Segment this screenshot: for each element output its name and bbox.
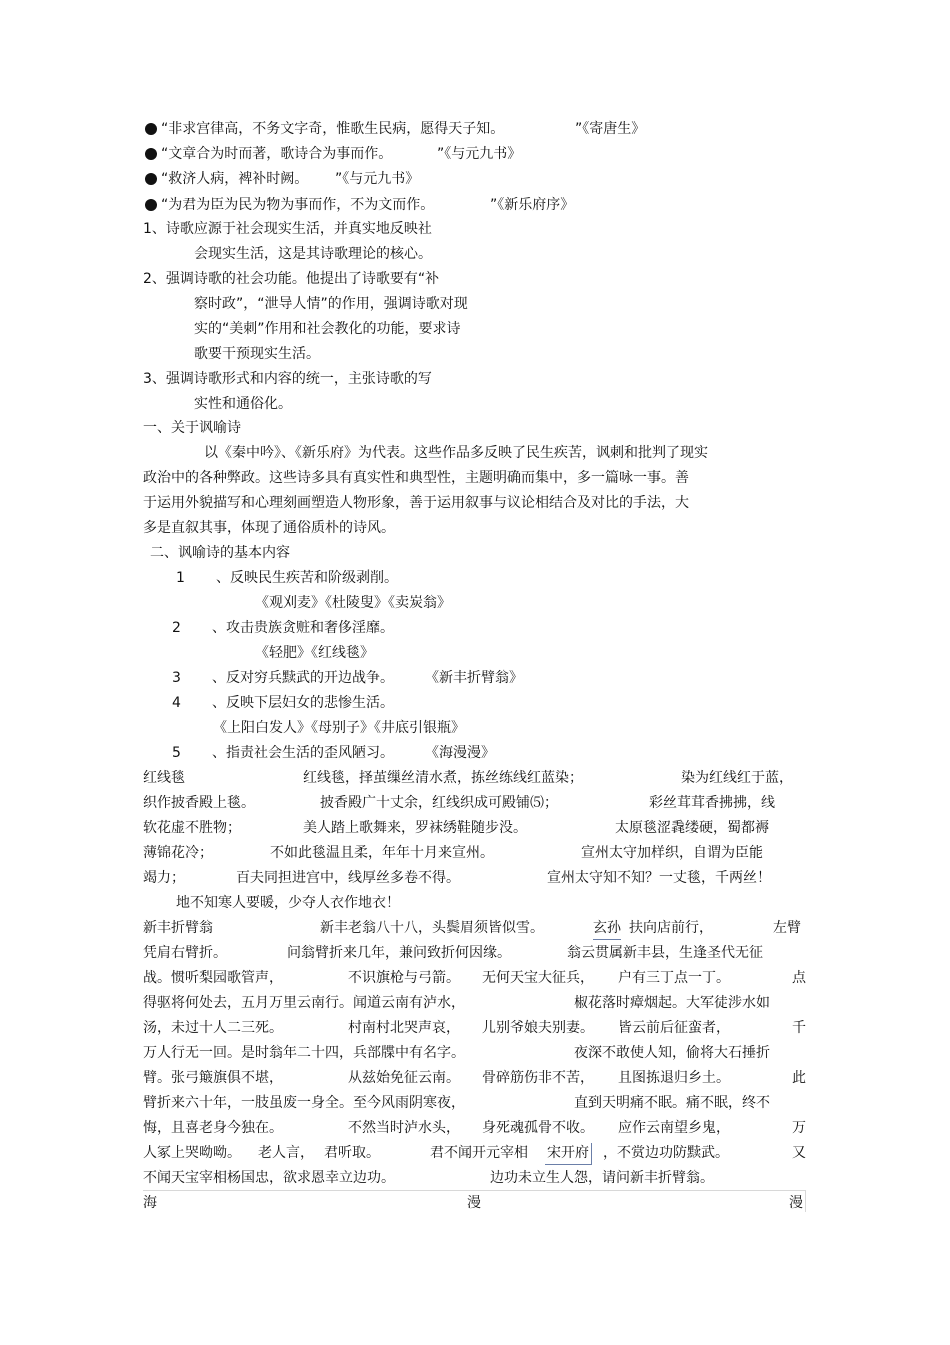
quote-text: “非求宫律高，不务文字奇，惟歌生民病，愿得天子知。 — [161, 121, 505, 137]
item-text: 、指责社会生活的歪风陋习。 — [212, 745, 394, 761]
quote-source: ”《与元九书》 — [335, 171, 420, 187]
bullet-dot — [145, 199, 157, 211]
item-text: 、反映民生疾苦和阶级剥削。 — [216, 570, 398, 586]
section-1-para-line: 于运用外貌描写和心理刻画塑造人物形象，善于运用叙事与议论相结合及对比的手法，大 — [143, 495, 689, 511]
poem-segment: 应作云南望乡鬼， — [618, 1120, 730, 1136]
poem-segment: 染为红线红于蓝， — [681, 770, 793, 786]
poem-segment: 臂。张弓簸旗俱不堪， — [143, 1070, 283, 1086]
poem-segment: 竭力； — [143, 870, 185, 886]
poem-segment: 此 — [792, 1070, 806, 1086]
poem-segment: 人冢上哭呦呦。 — [143, 1145, 241, 1161]
quote-text: “救济人病，裨补时阙。 — [161, 171, 309, 187]
point-2-line-2: 察时政”，“泄导人情”的作用，强调诗歌对现 — [194, 296, 468, 312]
section-1-heading: 一、关于讽喻诗 — [143, 420, 241, 436]
poem-segment: 君听取。 — [324, 1145, 380, 1161]
item-works: 《新丰折臂翁》 — [425, 670, 523, 686]
poem-segment: 不如此毯温且柔，年年十月来宣州。 — [270, 845, 494, 861]
point-3-line-2: 实性和通俗化。 — [194, 396, 292, 412]
poem-segment: 凭肩右臂折。 — [143, 945, 227, 961]
poem-segment: 万 — [792, 1120, 806, 1136]
poem-segment: 太原毯涩毳缕硬，蜀都褥 — [615, 820, 769, 836]
section-1-para-line: 以《秦中吟》、《新乐府》为代表。这些作品多反映了民生疾苦，讽刺和批判了现实 — [204, 445, 708, 461]
point-2-line-4: 歌要干预现实生活。 — [194, 346, 320, 362]
point-1-line-1: 1、诗歌应源于社会现实生活，并真实地反映社 — [143, 221, 432, 237]
item-number: 5 — [172, 745, 181, 761]
poem-segment: 无何天宝大征兵， — [482, 970, 594, 986]
poem-segment: 不闻天宝宰相杨国忠，欲求恩幸立边功。 — [143, 1170, 395, 1186]
poem-segment: 不然当时泸水头， — [348, 1120, 460, 1136]
poem-segment: 儿别爷娘夫别妻。 — [482, 1020, 594, 1036]
poem-segment: 不识旗枪与弓箭。 — [348, 970, 460, 986]
poem-segment: 披香殿广十丈余，红线织成可殿铺⑸； — [320, 795, 558, 811]
section-2-heading: 二、讽喻诗的基本内容 — [150, 545, 290, 561]
poem-segment: 从兹始免征云南。 — [348, 1070, 460, 1086]
point-3-line-1: 3、强调诗歌形式和内容的统一，主张诗歌的写 — [143, 371, 432, 387]
quote-source: ”《新乐府序》 — [490, 197, 575, 213]
item-number: 3 — [172, 670, 181, 686]
poem-segment: 战。惯听梨园歌管声， — [143, 970, 283, 986]
section-1-para-line: 政治中的各种弊政。这些诗多具有真实性和典型性，主题明确而集中，多一篇咏一事。善 — [143, 470, 689, 486]
item-works: 《海漫漫》 — [425, 745, 495, 761]
poem-segment: 身死魂孤骨不收。 — [482, 1120, 594, 1136]
poem-segment: 宣州太守加样织，自谓为臣能 — [581, 845, 763, 861]
poem-segment: 直到天明痛不眠。痛不眠，终不 — [574, 1095, 770, 1111]
poem-segment: 新丰老翁八十八，头鬓眉须皆似雪。 — [320, 920, 544, 936]
poem-segment: 得驱将何处去，五月万里云南行。闻道云南有泸水， — [143, 995, 465, 1011]
poem-segment: 点 — [792, 970, 806, 986]
poem-title-char: 漫 — [789, 1195, 803, 1211]
item-text: 、反对穷兵黩武的开边战争。 — [212, 670, 394, 686]
bullet-dot — [145, 173, 157, 185]
item-number: 2 — [172, 620, 181, 636]
poem-title: 新丰折臂翁 — [143, 920, 213, 936]
poem-title: 红线毯 — [143, 770, 185, 786]
poem-title-char: 漫 — [467, 1195, 481, 1211]
bullet-dot — [145, 123, 157, 135]
poem-segment: 骨碎筋伤非不苦， — [482, 1070, 594, 1086]
poem-segment: 边功未立生人怨，请问新丰折臂翁。 — [490, 1170, 714, 1186]
section-1-para-line: 多是直叙其事，体现了通俗质朴的诗风。 — [143, 520, 395, 536]
poem-1-row: 地不知寒人要暖，少夺人衣作地衣！ — [176, 895, 400, 911]
poem-segment: 臂折来六十年，一肢虽废一身全。至今风雨阴寒夜， — [143, 1095, 465, 1111]
point-2-line-1: 2、强调诗歌的社会功能。他提出了诗歌要有“补 — [143, 271, 440, 287]
poem-segment: 彩丝茸茸香拂拂，线 — [649, 795, 775, 811]
poem-segment: 悔，且喜老身今独在。 — [143, 1120, 283, 1136]
poem-segment: ，不赏边功防黩武。 — [603, 1145, 729, 1161]
poem-segment: 红线毯，择茧缫丝清水煮，拣丝练线红蓝染； — [303, 770, 583, 786]
poem-segment: 翁云贯属新丰县，生逢圣代无征 — [567, 945, 763, 961]
poem-segment: 又 — [792, 1145, 806, 1161]
poem-segment: 问翁臂折来几年，兼问致折何因缘。 — [287, 945, 511, 961]
point-1-line-2: 会现实生活，这是其诗歌理论的核心。 — [194, 246, 432, 262]
poem-segment: 软花虚不胜物； — [143, 820, 241, 836]
poem-segment: 薄锦花冷； — [143, 845, 213, 861]
poem-segment: 织作披香殿上毯。 — [143, 795, 255, 811]
item-text: 、攻击贵族贪赃和奢侈淫靡。 — [212, 620, 394, 636]
poem-title-char: 海 — [143, 1195, 157, 1211]
poem-segment: 且图拣退归乡土。 — [618, 1070, 730, 1086]
poem-segment: 村南村北哭声哀， — [348, 1020, 460, 1036]
table-top-border — [143, 1190, 805, 1191]
poem-segment: 皆云前后征蛮者， — [618, 1020, 730, 1036]
table-right-border — [805, 1190, 806, 1212]
point-2-line-3: 实的“美刺”作用和社会教化的功能，要求诗 — [194, 321, 461, 337]
poem-segment: 美人踏上歌舞来，罗袜绣鞋随步没。 — [303, 820, 527, 836]
poem-segment: 宣州太守知不知？一丈毯，千两丝！ — [547, 870, 771, 886]
poem-segment: 百夫同担进宫中，线厚丝多卷不得。 — [236, 870, 460, 886]
poem-segment: 汤，未过十人二三死。 — [143, 1020, 283, 1036]
quote-text: “为君为臣为民为物为事而作，不为文而作。 — [161, 197, 435, 213]
annotated-word: 玄孙 — [593, 918, 621, 940]
poem-segment: 户有三丁点一丁。 — [618, 970, 730, 986]
item-works: 《上阳白发人》《母别子》《井底引银瓶》 — [213, 720, 465, 736]
quote-source: ”《与元九书》 — [437, 146, 522, 162]
poem-segment: 椒花落时瘴烟起。大军徒涉水如 — [574, 995, 770, 1011]
poem-segment: 老人言， — [258, 1145, 314, 1161]
item-text: 、反映下层妇女的悲惨生活。 — [212, 695, 394, 711]
quote-source: ”《寄唐生》 — [575, 121, 646, 137]
poem-segment: 千 — [792, 1020, 806, 1036]
poem-segment: 夜深不敢使人知，偷将大石捶折 — [574, 1045, 770, 1061]
annotated-word: 宋开府 — [545, 1143, 592, 1165]
poem-segment: 万人行无一回。是时翁年二十四，兵部牒中有名字。 — [143, 1045, 465, 1061]
item-number: 1 — [176, 570, 185, 586]
item-number: 4 — [172, 695, 181, 711]
poem-segment: 左臂 — [773, 920, 801, 936]
quote-text: “文章合为时而著，歌诗合为事而作。 — [161, 146, 393, 162]
poem-segment: 君不闻开元宰相 — [430, 1145, 528, 1161]
poem-segment: 扶向店前行， — [629, 920, 713, 936]
item-works: 《轻肥》《红线毯》 — [255, 645, 374, 661]
item-works: 《观刈麦》《杜陵叟》《卖炭翁》 — [255, 595, 451, 611]
bullet-dot — [145, 148, 157, 160]
